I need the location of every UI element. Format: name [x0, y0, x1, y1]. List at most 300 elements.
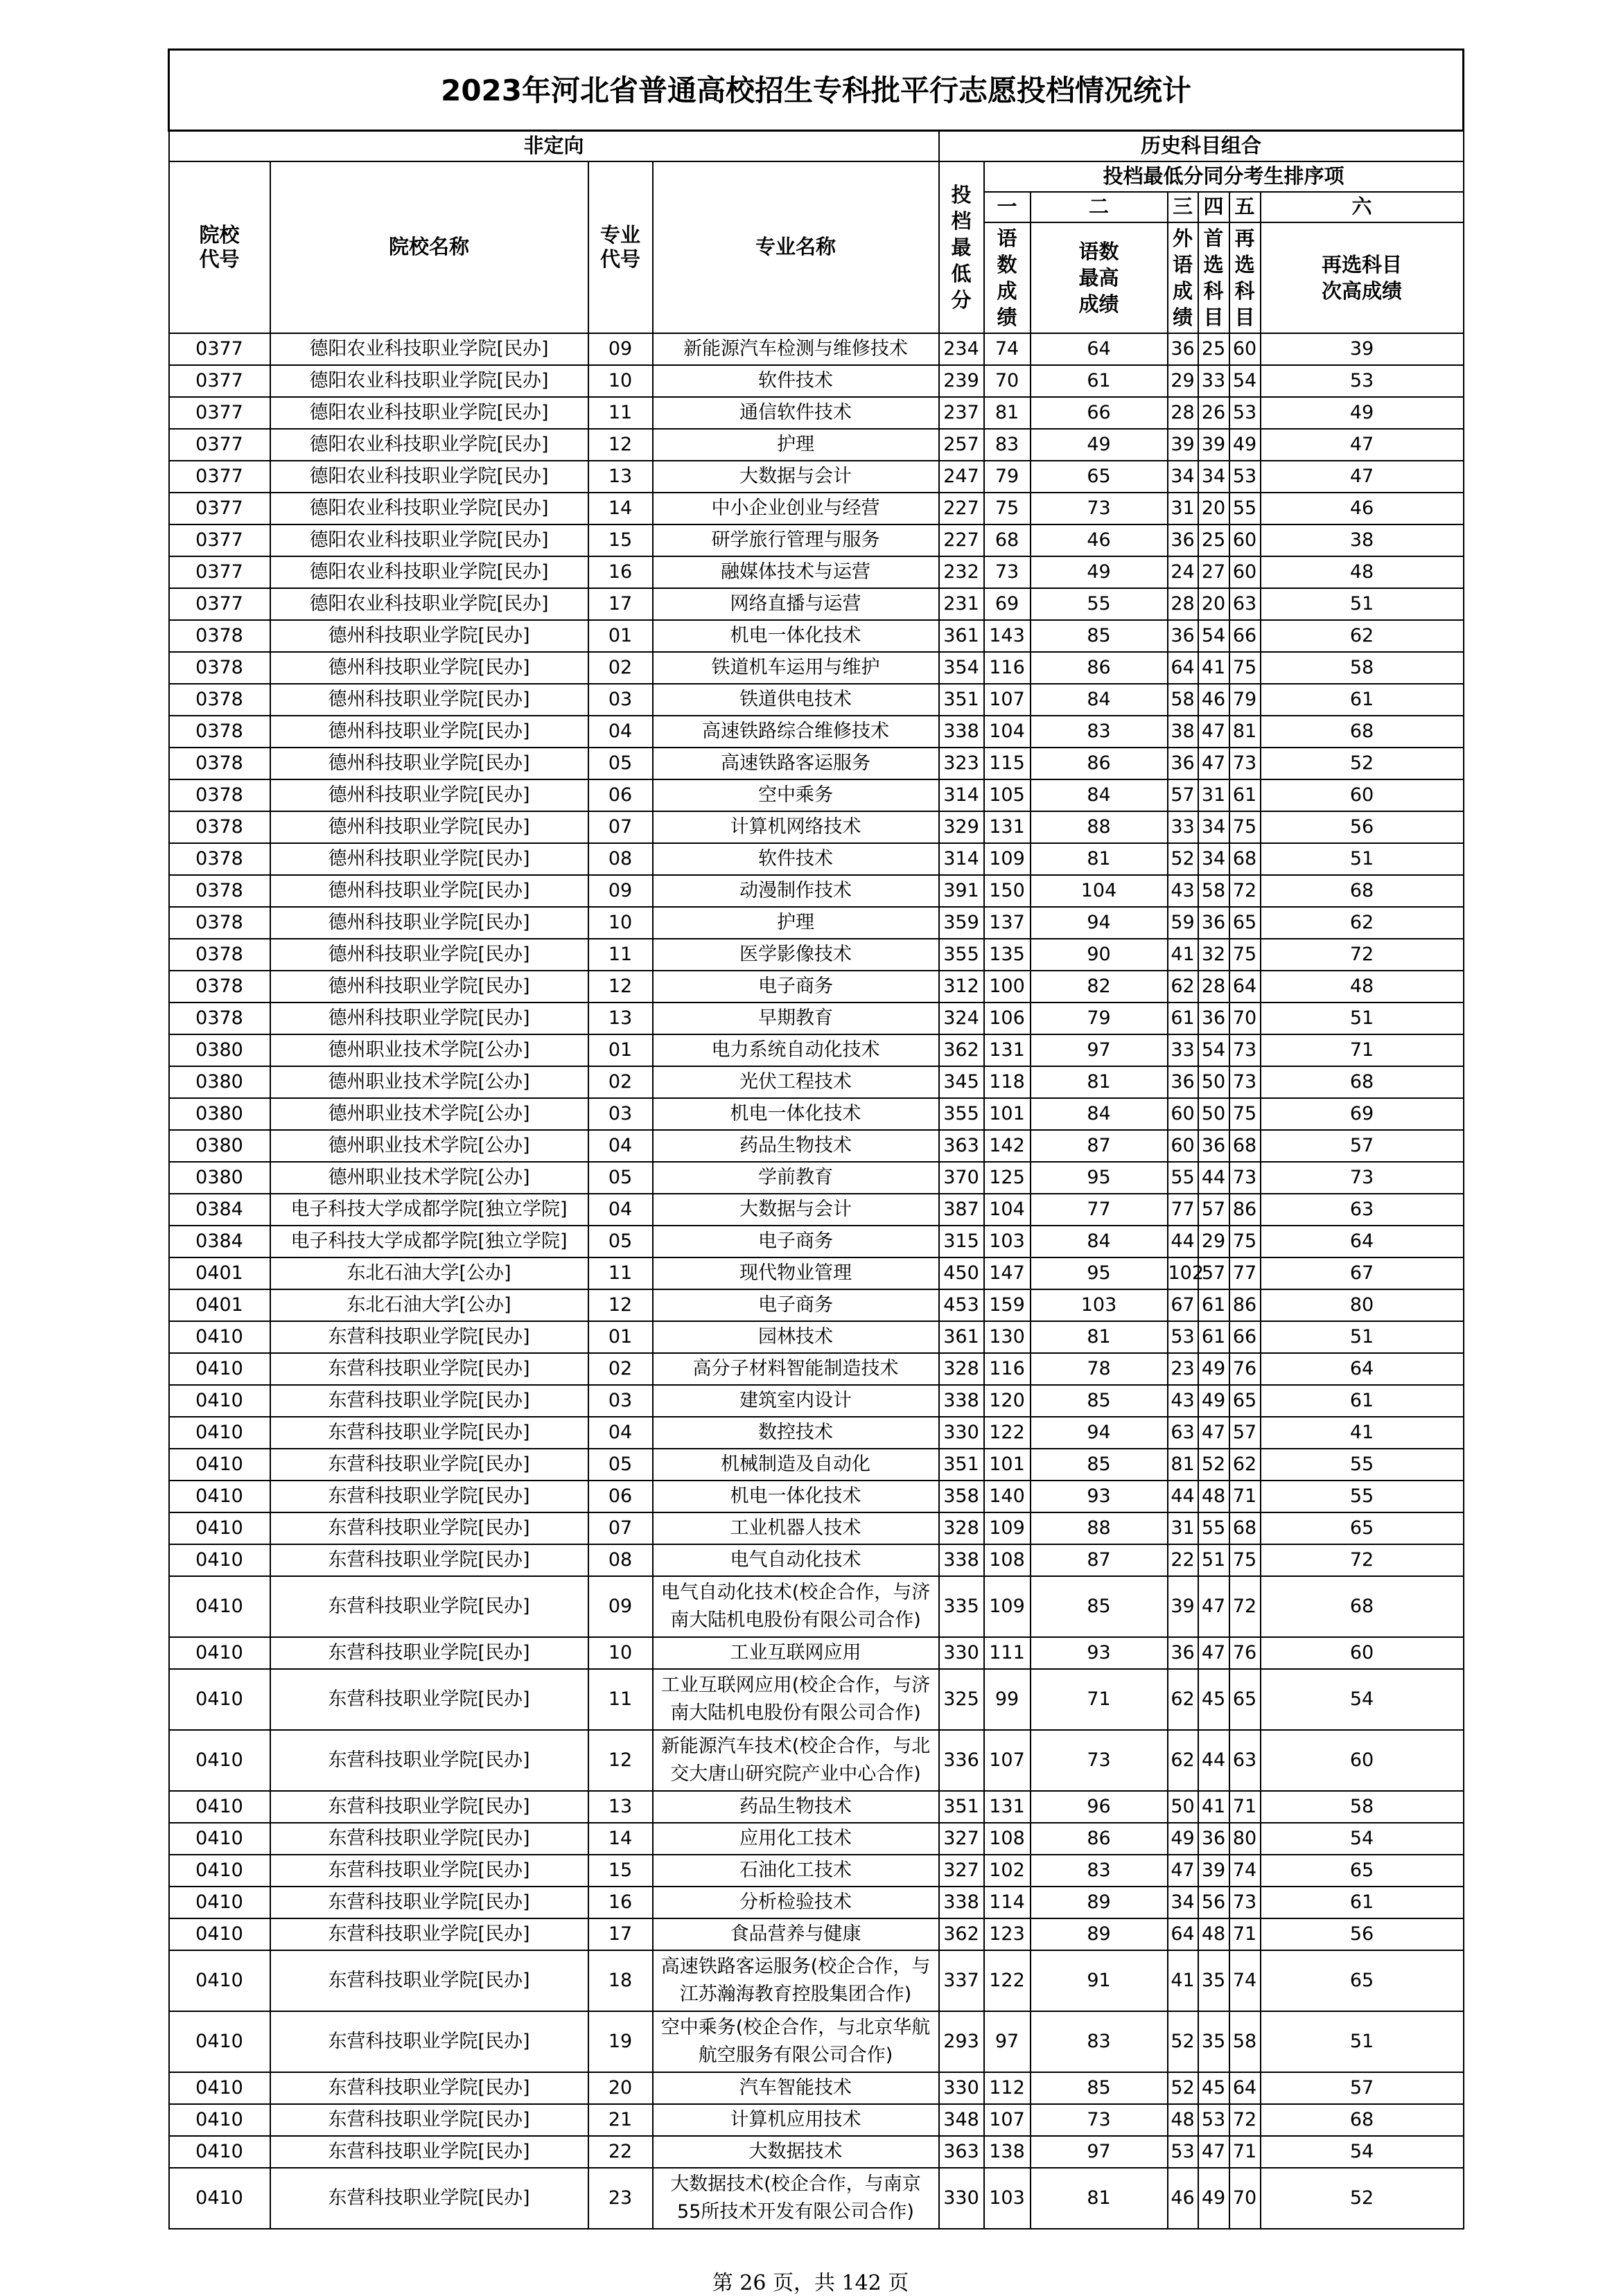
school-code-cell: 0380 — [169, 1098, 270, 1130]
school-code-cell: 0378 — [169, 684, 270, 716]
rank2-score-cell: 61 — [1031, 365, 1168, 397]
table-row — [169, 333, 1464, 365]
major-code-cell: 09 — [588, 1576, 653, 1637]
min-score-cell: 327 — [939, 1855, 984, 1887]
school-code-cell: 0378 — [169, 620, 270, 652]
rank3-score-cell: 33 — [1168, 1034, 1198, 1066]
major-code-cell: 01 — [588, 1034, 653, 1066]
school-code-cell: 0378 — [169, 875, 270, 907]
major-code-cell: 08 — [588, 1544, 653, 1576]
table-row — [169, 939, 1464, 971]
major-name-cell: 医学影像技术 — [653, 939, 939, 971]
major-code-cell: 21 — [588, 2104, 653, 2136]
rank3-score-cell: 60 — [1168, 1130, 1198, 1162]
rank5-score-cell: 70 — [1229, 2168, 1261, 2229]
rank6-score-cell: 57 — [1261, 2072, 1464, 2104]
major-code-cell: 14 — [588, 1823, 653, 1855]
rank6-score-cell: 58 — [1261, 652, 1464, 684]
rank1-score-cell: 122 — [984, 1950, 1031, 2011]
rank3-score-cell: 36 — [1168, 333, 1198, 365]
rank6-score-cell: 47 — [1261, 461, 1464, 493]
rank6-score-cell: 56 — [1261, 811, 1464, 843]
major-name-cell: 空中乘务(校企合作，与北京华航 航空服务有限公司合作) — [653, 2011, 939, 2072]
major-code-cell: 12 — [588, 429, 653, 461]
min-score-cell: 239 — [939, 365, 984, 397]
table-row — [169, 2168, 1464, 2229]
rank1-score-cell: 83 — [984, 429, 1031, 461]
rank5-score-cell: 63 — [1229, 588, 1261, 620]
rank6-score-cell: 51 — [1261, 843, 1464, 875]
school-name-cell: 东营科技职业学院[民办] — [270, 1918, 588, 1950]
rank2-score-cell: 94 — [1031, 1417, 1168, 1449]
table-row — [169, 716, 1464, 748]
table-row — [169, 1098, 1464, 1130]
major-code-cell: 04 — [588, 1130, 653, 1162]
major-code-cell: 17 — [588, 1918, 653, 1950]
rank6-score-cell: 51 — [1261, 588, 1464, 620]
rank4-score-cell: 36 — [1198, 1003, 1229, 1034]
rank2-score-cell: 86 — [1031, 1823, 1168, 1855]
rank6-score-cell: 51 — [1261, 1321, 1464, 1353]
major-name-cell: 应用化工技术 — [653, 1823, 939, 1855]
rank4-score-cell: 26 — [1198, 397, 1229, 429]
min-score-cell: 370 — [939, 1162, 984, 1194]
min-score-cell: 257 — [939, 429, 984, 461]
rank6-score-cell: 54 — [1261, 1669, 1464, 1730]
school-name-cell: 德州科技职业学院[民办] — [270, 875, 588, 907]
rank6-score-cell: 46 — [1261, 493, 1464, 524]
school-name-cell: 德阳农业科技职业学院[民办] — [270, 588, 588, 620]
school-code-cell: 0401 — [169, 1289, 270, 1321]
school-name-cell: 德州科技职业学院[民办] — [270, 843, 588, 875]
major-code-cell: 02 — [588, 652, 653, 684]
rank4-score-cell: 54 — [1198, 620, 1229, 652]
rank1-score-cell: 147 — [984, 1257, 1031, 1289]
school-code-cell: 0410 — [169, 1544, 270, 1576]
rank1-score-cell: 69 — [984, 588, 1031, 620]
rank5-score-cell: 75 — [1229, 1098, 1261, 1130]
rank1-score-cell: 81 — [984, 397, 1031, 429]
rank2-score-cell: 88 — [1031, 811, 1168, 843]
school-code-cell: 0410 — [169, 1950, 270, 2011]
school-name-cell: 东营科技职业学院[民办] — [270, 1321, 588, 1353]
major-code-cell: 13 — [588, 1791, 653, 1823]
rank3-score-cell: 102 — [1168, 1257, 1198, 1289]
rank3-score-cell: 62 — [1168, 1669, 1198, 1730]
rank5-score-cell: 64 — [1229, 971, 1261, 1003]
school-code-cell: 0378 — [169, 779, 270, 811]
rank4-score-cell: 58 — [1198, 875, 1229, 907]
rank3-score-cell: 53 — [1168, 2136, 1198, 2168]
rank4-score-cell: 47 — [1198, 748, 1229, 779]
major-name-cell: 动漫制作技术 — [653, 875, 939, 907]
table-row — [169, 748, 1464, 779]
rank5-score-cell: 77 — [1229, 1257, 1261, 1289]
rank1-score-cell: 79 — [984, 461, 1031, 493]
major-name-cell: 网络直播与运营 — [653, 588, 939, 620]
rank6-score-cell: 60 — [1261, 1637, 1464, 1669]
rank5-score-cell: 70 — [1229, 1003, 1261, 1034]
school-code-cell: 0410 — [169, 1855, 270, 1887]
min-score-cell: 345 — [939, 1066, 984, 1098]
rank2-score-cell: 78 — [1031, 1353, 1168, 1385]
rank2-score-cell: 103 — [1031, 1289, 1168, 1321]
rank4-score-cell: 20 — [1198, 493, 1229, 524]
major-name-cell: 新能源汽车检测与维修技术 — [653, 333, 939, 365]
min-score-cell: 338 — [939, 1385, 984, 1417]
table-row — [169, 1066, 1464, 1098]
school-name-cell: 德州职业技术学院[公办] — [270, 1098, 588, 1130]
rank5-score-cell: 75 — [1229, 652, 1261, 684]
rank6-score-cell: 51 — [1261, 1003, 1464, 1034]
rank6-score-cell: 60 — [1261, 779, 1464, 811]
min-score-cell: 312 — [939, 971, 984, 1003]
rank-item: 语数 最高 成绩 — [1031, 222, 1168, 333]
rank3-score-cell: 50 — [1168, 1791, 1198, 1823]
table-row — [169, 1481, 1464, 1512]
rank6-score-cell: 63 — [1261, 1194, 1464, 1226]
major-code-cell: 04 — [588, 716, 653, 748]
rank4-score-cell: 55 — [1198, 1512, 1229, 1544]
school-name-cell: 东营科技职业学院[民办] — [270, 1823, 588, 1855]
rank2-score-cell: 55 — [1031, 588, 1168, 620]
school-name-cell: 电子科技大学成都学院[独立学院] — [270, 1194, 588, 1226]
rank1-score-cell: 142 — [984, 1130, 1031, 1162]
rank1-score-cell: 131 — [984, 1034, 1031, 1066]
rank3-score-cell: 29 — [1168, 365, 1198, 397]
major-code-cell: 08 — [588, 843, 653, 875]
school-code-cell: 0410 — [169, 1791, 270, 1823]
rank5-score-cell: 73 — [1229, 748, 1261, 779]
rank3-score-cell: 52 — [1168, 2072, 1198, 2104]
rank6-score-cell: 57 — [1261, 1130, 1464, 1162]
major-code-cell: 03 — [588, 1385, 653, 1417]
min-score-cell: 323 — [939, 748, 984, 779]
min-score-cell: 227 — [939, 524, 984, 556]
school-name-cell: 德州科技职业学院[民办] — [270, 684, 588, 716]
rank3-score-cell: 36 — [1168, 1066, 1198, 1098]
rank2-score-cell: 93 — [1031, 1481, 1168, 1512]
rank3-score-cell: 60 — [1168, 1098, 1198, 1130]
rank5-score-cell: 62 — [1229, 1449, 1261, 1481]
rank2-score-cell: 49 — [1031, 556, 1168, 588]
major-name-cell: 电力系统自动化技术 — [653, 1034, 939, 1066]
rank4-score-cell: 32 — [1198, 939, 1229, 971]
rank4-score-cell: 35 — [1198, 1950, 1229, 2011]
table-row — [169, 1823, 1464, 1855]
school-code-cell: 0378 — [169, 1003, 270, 1034]
rank6-score-cell: 48 — [1261, 556, 1464, 588]
school-code-cell: 0380 — [169, 1130, 270, 1162]
rank6-score-cell: 58 — [1261, 1791, 1464, 1823]
rank6-score-cell: 61 — [1261, 684, 1464, 716]
major-name-cell: 工业互联网应用(校企合作，与济 南大陆机电股份有限公司合作) — [653, 1669, 939, 1730]
rank4-score-cell: 29 — [1198, 1226, 1229, 1257]
rank2-score-cell: 73 — [1031, 2104, 1168, 2136]
rank4-score-cell: 49 — [1198, 1353, 1229, 1385]
rank3-score-cell: 46 — [1168, 2168, 1198, 2229]
major-code-cell: 05 — [588, 1162, 653, 1194]
rank1-score-cell: 111 — [984, 1637, 1031, 1669]
rank5-score-cell: 68 — [1229, 843, 1261, 875]
rank1-score-cell: 123 — [984, 1918, 1031, 1950]
major-code-cell: 13 — [588, 1003, 653, 1034]
rank-item: 外 语 成 绩 — [1168, 222, 1198, 333]
major-code-cell: 11 — [588, 397, 653, 429]
rank4-score-cell: 49 — [1198, 1385, 1229, 1417]
major-code-header: 专业 代号 — [588, 161, 653, 333]
rank2-score-cell: 104 — [1031, 875, 1168, 907]
table-row — [169, 365, 1464, 397]
min-score-cell: 338 — [939, 716, 984, 748]
table-row — [169, 1576, 1464, 1637]
rank6-score-cell: 67 — [1261, 1257, 1464, 1289]
rank5-score-cell: 80 — [1229, 1823, 1261, 1855]
rank4-score-cell: 35 — [1198, 2011, 1229, 2072]
major-name-cell: 电子商务 — [653, 1226, 939, 1257]
rank2-score-cell: 86 — [1031, 652, 1168, 684]
rank4-score-cell: 54 — [1198, 1034, 1229, 1066]
min-score-cell: 337 — [939, 1950, 984, 2011]
table-row — [169, 1791, 1464, 1823]
rank5-score-cell: 60 — [1229, 524, 1261, 556]
rank3-score-cell: 61 — [1168, 1003, 1198, 1034]
rank6-score-cell: 54 — [1261, 2136, 1464, 2168]
rank-label: 一 — [984, 192, 1031, 222]
rank5-score-cell: 66 — [1229, 1321, 1261, 1353]
rank4-score-cell: 56 — [1198, 1887, 1229, 1918]
rank2-score-cell: 89 — [1031, 1887, 1168, 1918]
rank1-score-cell: 75 — [984, 493, 1031, 524]
school-name-cell: 东营科技职业学院[民办] — [270, 1512, 588, 1544]
rank2-score-cell: 86 — [1031, 748, 1168, 779]
school-code-cell: 0410 — [169, 1823, 270, 1855]
min-score-cell: 237 — [939, 397, 984, 429]
table-row — [169, 1130, 1464, 1162]
rank6-score-cell: 72 — [1261, 1544, 1464, 1576]
rank5-score-cell: 65 — [1229, 907, 1261, 939]
major-name-cell: 高速铁路客运服务(校企合作，与 江苏瀚海教育控股集团合作) — [653, 1950, 939, 2011]
major-name-cell: 大数据与会计 — [653, 1194, 939, 1226]
rank2-score-cell: 96 — [1031, 1791, 1168, 1823]
rank2-score-cell: 83 — [1031, 716, 1168, 748]
major-name-cell: 中小企业创业与经营 — [653, 493, 939, 524]
school-code-cell: 0410 — [169, 1576, 270, 1637]
rank2-score-cell: 84 — [1031, 684, 1168, 716]
major-name-cell: 药品生物技术 — [653, 1130, 939, 1162]
table-row — [169, 907, 1464, 939]
min-score-cell: 363 — [939, 2136, 984, 2168]
major-name-cell: 数控技术 — [653, 1417, 939, 1449]
rank2-score-cell: 83 — [1031, 2011, 1168, 2072]
school-name-cell: 东营科技职业学院[民办] — [270, 1481, 588, 1512]
major-code-cell: 10 — [588, 1637, 653, 1669]
school-code-cell: 0377 — [169, 588, 270, 620]
rank3-score-cell: 36 — [1168, 1637, 1198, 1669]
table-row — [169, 2072, 1464, 2104]
rank5-score-cell: 75 — [1229, 1226, 1261, 1257]
rank2-score-cell: 97 — [1031, 1034, 1168, 1066]
major-code-cell: 16 — [588, 1887, 653, 1918]
rank4-score-cell: 44 — [1198, 1730, 1229, 1791]
rank3-score-cell: 38 — [1168, 716, 1198, 748]
rank1-score-cell: 115 — [984, 748, 1031, 779]
rank1-score-cell: 103 — [984, 2168, 1031, 2229]
major-name-cell: 大数据技术 — [653, 2136, 939, 2168]
min-score-cell: 355 — [939, 1098, 984, 1130]
rank3-score-cell: 47 — [1168, 1855, 1198, 1887]
rank4-score-cell: 34 — [1198, 843, 1229, 875]
rank2-score-cell: 91 — [1031, 1950, 1168, 2011]
major-code-cell: 12 — [588, 1730, 653, 1791]
school-name-cell: 东北石油大学[公办] — [270, 1257, 588, 1289]
table-row — [169, 811, 1464, 843]
major-name-cell: 早期教育 — [653, 1003, 939, 1034]
school-code-cell: 0410 — [169, 1385, 270, 1417]
major-code-cell: 03 — [588, 684, 653, 716]
rank2-score-cell: 81 — [1031, 2168, 1168, 2229]
rank4-score-cell: 52 — [1198, 1449, 1229, 1481]
rank3-score-cell: 36 — [1168, 748, 1198, 779]
school-name-cell: 东营科技职业学院[民办] — [270, 1730, 588, 1791]
school-name-cell: 东营科技职业学院[民办] — [270, 1449, 588, 1481]
school-code-cell: 0378 — [169, 907, 270, 939]
major-code-cell: 02 — [588, 1066, 653, 1098]
rank4-score-cell: 20 — [1198, 588, 1229, 620]
table-row — [169, 1950, 1464, 2011]
table-row — [169, 843, 1464, 875]
rank4-score-cell: 39 — [1198, 1855, 1229, 1887]
major-name-cell: 研学旅行管理与服务 — [653, 524, 939, 556]
school-name-cell: 德州职业技术学院[公办] — [270, 1034, 588, 1066]
rank1-score-cell: 116 — [984, 652, 1031, 684]
rank2-score-cell: 85 — [1031, 2072, 1168, 2104]
rank3-score-cell: 28 — [1168, 588, 1198, 620]
rank3-score-cell: 44 — [1168, 1481, 1198, 1512]
school-code-cell: 0410 — [169, 1669, 270, 1730]
major-name-cell: 电子商务 — [653, 971, 939, 1003]
rank4-score-cell: 44 — [1198, 1162, 1229, 1194]
major-code-cell: 14 — [588, 493, 653, 524]
school-code-cell: 0377 — [169, 365, 270, 397]
rank2-score-cell: 82 — [1031, 971, 1168, 1003]
rank4-score-cell: 36 — [1198, 1130, 1229, 1162]
rank3-score-cell: 23 — [1168, 1353, 1198, 1385]
rank6-score-cell: 68 — [1261, 1066, 1464, 1098]
major-name-cell: 机电一体化技术 — [653, 620, 939, 652]
rank4-score-cell: 47 — [1198, 716, 1229, 748]
rank6-score-cell: 68 — [1261, 875, 1464, 907]
rank3-score-cell: 67 — [1168, 1289, 1198, 1321]
major-code-cell: 07 — [588, 1512, 653, 1544]
major-code-cell: 11 — [588, 939, 653, 971]
school-code-header: 院校 代号 — [169, 161, 270, 333]
rank1-score-cell: 73 — [984, 556, 1031, 588]
rank2-score-cell: 85 — [1031, 620, 1168, 652]
rank1-score-cell: 101 — [984, 1449, 1031, 1481]
rank6-score-cell: 41 — [1261, 1417, 1464, 1449]
min-score-cell: 314 — [939, 779, 984, 811]
rank5-score-cell: 54 — [1229, 365, 1261, 397]
rank5-score-cell: 81 — [1229, 716, 1261, 748]
rank5-score-cell: 60 — [1229, 333, 1261, 365]
min-score-cell: 227 — [939, 493, 984, 524]
rank3-score-cell: 62 — [1168, 1730, 1198, 1791]
min-score-cell: 335 — [939, 1576, 984, 1637]
rank4-score-cell: 53 — [1198, 2104, 1229, 2136]
rank6-score-cell: 68 — [1261, 2104, 1464, 2136]
table-row — [169, 1855, 1464, 1887]
rank5-score-cell: 66 — [1229, 620, 1261, 652]
rank4-score-cell: 47 — [1198, 1417, 1229, 1449]
school-code-cell: 0377 — [169, 333, 270, 365]
rank1-score-cell: 104 — [984, 1194, 1031, 1226]
school-name-cell: 东营科技职业学院[民办] — [270, 2136, 588, 2168]
major-code-cell: 06 — [588, 779, 653, 811]
min-score-cell: 324 — [939, 1003, 984, 1034]
rank6-score-cell: 64 — [1261, 1226, 1464, 1257]
school-code-cell: 0377 — [169, 524, 270, 556]
rank3-score-cell: 34 — [1168, 1887, 1198, 1918]
major-name-cell: 铁道机车运用与维护 — [653, 652, 939, 684]
rank2-score-cell: 49 — [1031, 429, 1168, 461]
major-code-cell: 12 — [588, 1289, 653, 1321]
min-score-cell: 247 — [939, 461, 984, 493]
rank6-score-cell: 62 — [1261, 620, 1464, 652]
rank4-score-cell: 50 — [1198, 1098, 1229, 1130]
min-score-cell: 359 — [939, 907, 984, 939]
school-name-cell: 德州科技职业学院[民办] — [270, 939, 588, 971]
table-row — [169, 1417, 1464, 1449]
rank3-score-cell: 28 — [1168, 397, 1198, 429]
rank6-score-cell: 69 — [1261, 1098, 1464, 1130]
major-name-cell: 软件技术 — [653, 843, 939, 875]
school-code-cell: 0410 — [169, 1353, 270, 1385]
rank-item: 首 选 科 目 — [1198, 222, 1229, 333]
rank5-score-cell: 75 — [1229, 1544, 1261, 1576]
rank-item: 再 选 科 目 — [1229, 222, 1261, 333]
rank4-score-cell: 25 — [1198, 524, 1229, 556]
table-row — [169, 1034, 1464, 1066]
rank5-score-cell: 71 — [1229, 1791, 1261, 1823]
school-name-cell: 东营科技职业学院[民办] — [270, 2011, 588, 2072]
rank1-score-cell: 109 — [984, 1512, 1031, 1544]
rank1-score-cell: 116 — [984, 1353, 1031, 1385]
school-code-cell: 0380 — [169, 1034, 270, 1066]
rank6-score-cell: 72 — [1261, 939, 1464, 971]
rank1-score-cell: 122 — [984, 1417, 1031, 1449]
rank4-score-cell: 25 — [1198, 333, 1229, 365]
rank4-score-cell: 49 — [1198, 2168, 1229, 2229]
major-code-cell: 03 — [588, 1098, 653, 1130]
table-row — [169, 1449, 1464, 1481]
table-row — [169, 684, 1464, 716]
rank4-score-cell: 48 — [1198, 1481, 1229, 1512]
rank3-score-cell: 48 — [1168, 2104, 1198, 2136]
school-code-cell: 0410 — [169, 2136, 270, 2168]
rank5-score-cell: 64 — [1229, 2072, 1261, 2104]
rank1-score-cell: 140 — [984, 1481, 1031, 1512]
table-row — [169, 1669, 1464, 1730]
major-name-cell: 护理 — [653, 907, 939, 939]
school-name-cell: 东营科技职业学院[民办] — [270, 2072, 588, 2104]
school-name-cell: 东营科技职业学院[民办] — [270, 1950, 588, 2011]
rank4-score-cell: 45 — [1198, 1669, 1229, 1730]
rank6-score-cell: 64 — [1261, 1353, 1464, 1385]
table-row — [169, 1918, 1464, 1950]
rank6-score-cell: 65 — [1261, 1950, 1464, 2011]
min-score-cell: 330 — [939, 2168, 984, 2229]
